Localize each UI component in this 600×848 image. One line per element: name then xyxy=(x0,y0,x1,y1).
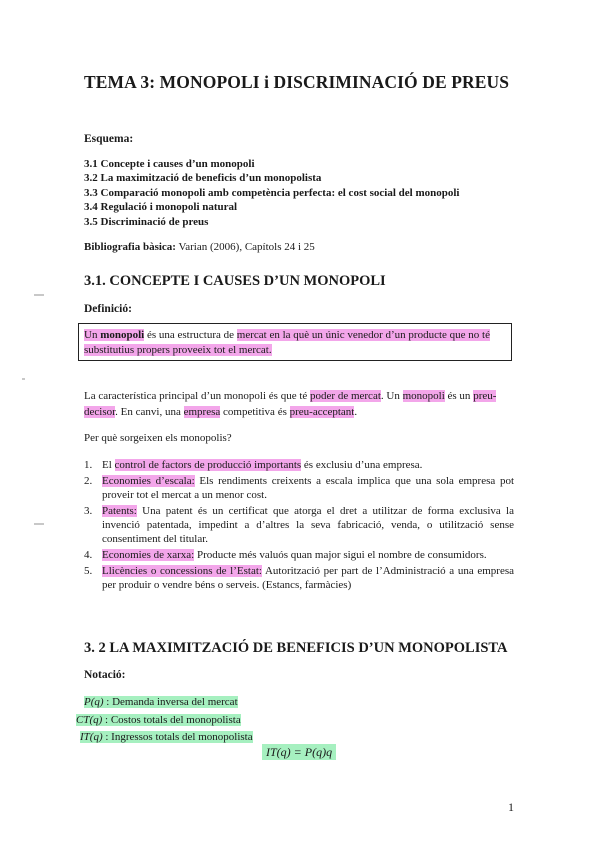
equation-text: IT(q) = P(q)q xyxy=(262,744,336,760)
list-number: 4. xyxy=(84,549,93,561)
cause-text: Una patent és un certificat que atorga el dret a utilitzar de forma exclusiva la invenció patentada, impedint a d’altres la seva fabricació, venda, o utilització sense consentiment del titular. xyxy=(102,505,514,545)
notation-symbol: IT(q) xyxy=(80,731,103,743)
document-title: TEMA 3: MONOPOLI i DISCRIMINACIÓ DE PREUS xyxy=(84,72,510,92)
list-item xyxy=(84,548,514,562)
cause-text: és exclusiu d’una empresa. xyxy=(301,459,423,471)
definition-text-d: mercat en la què un únic venedor d’un producte que no té substitutius propers proveeix tot el mercat. xyxy=(84,329,490,356)
list-number: 3. xyxy=(84,505,93,517)
notation-highlight xyxy=(80,731,253,743)
para-text: . xyxy=(354,405,358,418)
question: Per què sorgeixen els monopolis? xyxy=(84,432,232,444)
definition-text-a: Un xyxy=(84,329,101,341)
notation-item xyxy=(76,712,253,730)
para-text: és un xyxy=(444,390,474,402)
causes-list xyxy=(84,458,514,594)
list-number: 5. xyxy=(84,565,93,577)
para-highlight: empresa xyxy=(183,405,221,418)
section-2-heading: 3. 2 LA MAXIMITZACIÓ DE BENEFICIS D’UN MONOPOLISTA xyxy=(84,640,508,656)
outline-heading: Esquema: xyxy=(84,133,134,145)
bibliography xyxy=(84,240,459,255)
cause-text: Els rendiments creixents a escala implica que una sola empresa pot proveir tot el mercat a un menor cost. xyxy=(102,475,514,501)
notation-item xyxy=(80,729,253,747)
cause-highlight: Patents: xyxy=(102,505,137,517)
list-item xyxy=(84,564,514,592)
outline-item: 3.4 Regulació i monopoli natural xyxy=(84,201,238,213)
para-highlight: preu-decisor xyxy=(84,390,497,418)
cause-text: Autorització per part de l’Administració a una empresa per produir o vendre béns o serveis. (Estancs, farmàcies) xyxy=(102,565,514,591)
cause-text: Producte més valuós quan major sigui el nombre de consumidors. xyxy=(194,549,487,561)
cause-highlight: Economies de xarxa: xyxy=(102,549,195,561)
notation-symbol: P(q) xyxy=(84,696,104,708)
notation-text: : Demanda inversa del mercat xyxy=(103,696,238,708)
characteristic-paragraph xyxy=(84,389,514,420)
para-text: La característica principal d’un monopoli és que té xyxy=(84,390,311,402)
bibliography-label: Bibliografia bàsica: xyxy=(84,241,176,253)
scan-mark xyxy=(34,294,44,296)
notation-text: : Ingressos totals del monopolista xyxy=(102,731,253,743)
list-number: 1. xyxy=(84,459,93,471)
cause-highlight: control de factors de producció importants xyxy=(114,459,302,471)
notation-label: Notació: xyxy=(84,669,126,681)
list-item xyxy=(84,474,514,502)
list-item xyxy=(84,458,514,472)
notation-highlight xyxy=(84,696,238,708)
notation-highlight xyxy=(76,714,241,726)
bibliography-text: Varian (2006), Capítols 24 i 25 xyxy=(175,241,315,253)
outline-item: 3.5 Discriminació de preus xyxy=(84,215,209,228)
para-highlight: poder de mercat xyxy=(310,390,381,402)
cause-highlight: Llicències o concessions de l’Estat: xyxy=(102,565,262,577)
notation-item xyxy=(84,694,253,712)
outline xyxy=(84,132,459,255)
equation xyxy=(262,745,336,761)
page-number: 1 xyxy=(508,800,514,814)
outline-item: 3.2 La maximització de beneficis d’un monopolista xyxy=(84,172,322,184)
definition-text-c: és una estructura de xyxy=(144,329,237,341)
para-text: . En canvi, una xyxy=(115,405,184,418)
para-text: . Un xyxy=(380,390,403,402)
definition-term: monopoli xyxy=(100,329,145,341)
notation-text: : Costos totals del monopolista xyxy=(102,713,241,726)
notation-list xyxy=(76,694,253,747)
cause-highlight: Economies d’escala: xyxy=(102,475,195,487)
outline-item: 3.1 Concepte i causes d’un monopoli xyxy=(84,157,255,170)
list-item xyxy=(84,504,514,546)
notation-symbol: CT(q) xyxy=(76,713,103,726)
definition-label: Definició: xyxy=(84,303,132,315)
definition-box xyxy=(78,323,512,361)
list-number: 2. xyxy=(84,475,93,487)
para-highlight: preu-acceptant xyxy=(289,405,355,418)
scan-mark xyxy=(34,523,44,525)
scan-mark xyxy=(22,378,25,380)
outline-item: 3.3 Comparació monopoli amb competència perfecta: el cost social del monopoli xyxy=(84,186,460,199)
cause-pre: El xyxy=(102,459,115,471)
para-highlight: monopoli xyxy=(402,390,445,402)
para-text: competitiva és xyxy=(220,405,290,418)
section-1-heading: 3.1. CONCEPTE I CAUSES D’UN MONOPOLI xyxy=(84,273,386,289)
